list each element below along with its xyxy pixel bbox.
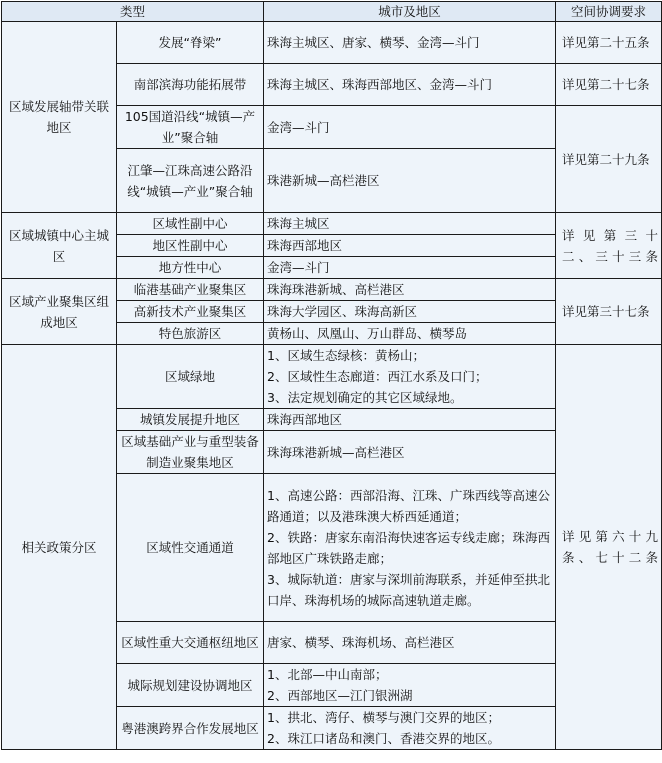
- requirement-cell: 详见第二十七条: [556, 64, 662, 106]
- subtype-cell: 南部滨海功能拓展带: [117, 64, 264, 106]
- subtype-cell: 特色旅游区: [117, 323, 264, 345]
- header-requirement: 空间协调要求: [556, 2, 662, 22]
- group-label: 相关政策分区: [2, 345, 117, 750]
- city-cell: [264, 431, 556, 474]
- city-line: 2、西部地区—江门银洲湖: [267, 688, 413, 703]
- city-cell: [264, 474, 556, 622]
- header-city: 城市及地区: [264, 2, 556, 22]
- subtype-cell: 江肇—江珠高速公路沿线“城镇—产业”聚合轴: [117, 149, 264, 213]
- city-cell: 金湾—斗门: [264, 106, 556, 149]
- city-line: 1、北部—中山南部；: [267, 667, 388, 682]
- requirement-cell: 详 见 第 三 十 二、三十三条: [556, 213, 662, 279]
- planning-table: [1, 1, 662, 750]
- subtype-cell: 发展“脊梁”: [117, 22, 264, 64]
- city-line: 3、法定规划确定的其它区域绿地。: [267, 390, 463, 405]
- city-line: 1、拱北、湾仔、横琴与澳门交界的地区；: [267, 710, 500, 725]
- city-line: 2、区域性生态廊道：西江水系及口门；: [267, 369, 488, 384]
- subtype-cell: 地区性副中心: [117, 235, 264, 257]
- city-line: 珠海西部地区: [267, 412, 343, 427]
- subtype-cell: 高新技术产业聚集区: [117, 301, 264, 323]
- subtype-cell: 105国道沿线“城镇—产业”聚合轴: [117, 106, 264, 149]
- city-cell: 珠海西部地区: [264, 235, 556, 257]
- city-cell: 珠海大学园区、珠海高新区: [264, 301, 556, 323]
- city-line: 3、城际轨道：唐家与深圳前海联系，并延伸至拱北口岸、珠海机场的城际高速轨道走廊。: [267, 571, 550, 608]
- city-cell: [264, 622, 556, 664]
- subtype-cell: 临港基础产业聚集区: [117, 279, 264, 301]
- city-cell: 黄杨山、凤凰山、万山群岛、横琴岛: [264, 323, 556, 345]
- city-cell: 金湾—斗门: [264, 257, 556, 279]
- city-line: 1、区域生态绿核：黄杨山；: [267, 348, 425, 363]
- city-cell: [264, 707, 556, 750]
- requirement-cell: 详见第三十七条: [556, 279, 662, 345]
- table-row: [2, 279, 662, 301]
- city-cell: [264, 345, 556, 409]
- subtype-cell: 区域性重大交通枢纽地区: [117, 622, 264, 664]
- group-label: 区域发展轴带关联地区: [2, 22, 117, 213]
- city-cell: 珠海主城区、唐家、横琴、金湾—斗门: [264, 22, 556, 64]
- subtype-cell: 粤港澳跨界合作发展地区: [117, 707, 264, 750]
- requirement-cell: 详见第二十九条: [556, 106, 662, 213]
- city-line: 2、珠江口诸岛和澳门、香港交界的地区。: [267, 731, 500, 746]
- subtype-cell: 城际规划建设协调地区: [117, 664, 264, 707]
- requirement-cell: 详 见 第 六 十 九条、七十二条: [556, 345, 662, 750]
- city-cell: [264, 409, 556, 431]
- subtype-cell: 区域基础产业与重型装备制造业聚集地区: [117, 431, 264, 474]
- city-cell: 珠海主城区: [264, 213, 556, 235]
- city-cell: 珠海主城区、珠海西部地区、金湾—斗门: [264, 64, 556, 106]
- header-row: [2, 2, 662, 22]
- city-line: 唐家、横琴、珠海机场、高栏港区: [267, 635, 455, 650]
- city-line: 珠海珠港新城—高栏港区: [267, 444, 405, 460]
- requirement-cell: 详见第二十五条: [556, 22, 662, 64]
- city-line: 1、高速公路：西部沿海、江珠、广珠西线等高速公路通道；以及港珠澳大桥西延通道；: [267, 487, 550, 524]
- header-type: 类型: [2, 2, 264, 22]
- subtype-cell: 区域性副中心: [117, 213, 264, 235]
- city-cell: 珠港新城—高栏港区: [264, 149, 556, 213]
- table-row: [2, 213, 662, 235]
- city-line: 2、铁路：唐家东南沿海快速客运专线走廊；珠海西部地区广珠铁路走廊；: [267, 529, 550, 566]
- subtype-cell: 区域性交通通道: [117, 474, 264, 622]
- group-label: 区域城镇中心主城区: [2, 213, 117, 279]
- city-cell: 珠海珠港新城、高栏港区: [264, 279, 556, 301]
- subtype-cell: 城镇发展提升地区: [117, 409, 264, 431]
- city-cell: [264, 664, 556, 707]
- table-row: [2, 22, 662, 64]
- subtype-cell: 地方性中心: [117, 257, 264, 279]
- table-row: [2, 345, 662, 409]
- group-label: 区域产业聚集区组成地区: [2, 279, 117, 345]
- subtype-cell: 区域绿地: [117, 345, 264, 409]
